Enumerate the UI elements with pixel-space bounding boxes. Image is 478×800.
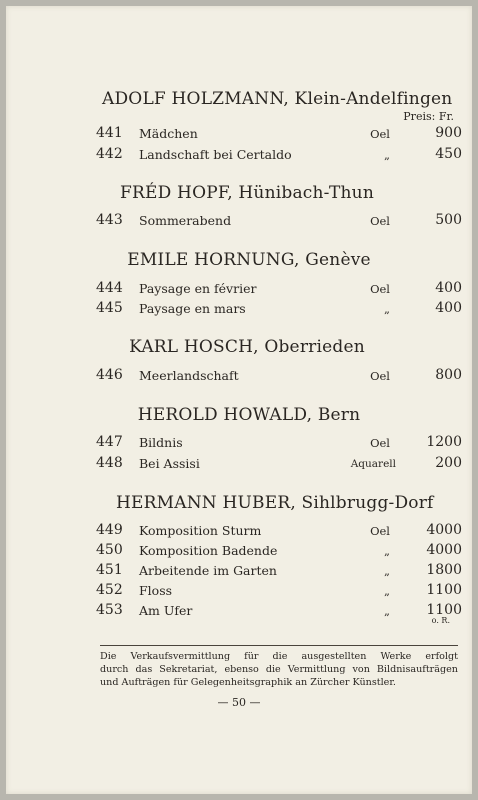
entry-number: 446 <box>96 367 123 383</box>
entry-price: 1100 <box>426 582 462 598</box>
entry-number: 452 <box>96 582 123 598</box>
entry-number: 442 <box>96 146 123 162</box>
entry-number: 443 <box>96 212 123 228</box>
entry-price: 1800 <box>426 562 462 578</box>
entry-title: Paysage en mars <box>139 301 246 316</box>
entry-number: 441 <box>96 125 123 141</box>
entry-number: 444 <box>96 280 123 296</box>
catalog-entry <box>96 602 462 620</box>
entry-price: 500 <box>435 212 462 228</box>
entry-technique: „ <box>384 604 390 618</box>
entry-technique: Oel <box>370 524 390 538</box>
price-column-label: Preis: Fr. <box>403 110 454 123</box>
entry-price: 1200 <box>426 434 462 450</box>
artist-heading: ADOLF HOLZMANN, Klein-Andelfingen <box>102 89 453 109</box>
entry-title: Landschaft bei Certaldo <box>139 147 292 162</box>
divider-rule <box>100 645 458 646</box>
entry-number: 451 <box>96 562 123 578</box>
entry-price: 200 <box>435 455 462 471</box>
catalog-entry <box>96 455 462 473</box>
entry-technique: „ <box>384 302 390 316</box>
entry-price: 4000 <box>426 522 462 538</box>
artist-heading: HERMANN HUBER, Sihlbrugg-Dorf <box>116 493 434 513</box>
entry-title: Floss <box>139 583 173 598</box>
entry-number: 447 <box>96 434 123 450</box>
entry-number: 445 <box>96 300 123 316</box>
entry-title: Am Ufer <box>139 603 193 618</box>
entry-title: Bildnis <box>139 435 183 450</box>
entry-number: 449 <box>96 522 123 538</box>
entry-price: 1100 <box>426 602 462 618</box>
entry-technique: Oel <box>370 127 390 141</box>
artist-heading: FRÉD HOPF, Hünibach-Thun <box>120 183 374 203</box>
notice-line: und Aufträgen für Gelegenheitsgraphik an Zürcher Künstler. <box>100 677 396 688</box>
entry-title: Mädchen <box>139 126 198 141</box>
catalog-entry <box>96 582 462 600</box>
entry-technique: „ <box>384 584 390 598</box>
entry-technique: Oel <box>370 214 390 228</box>
catalog-entry <box>96 562 462 580</box>
sales-notice <box>100 650 458 689</box>
entry-technique: Aquarell <box>350 458 396 470</box>
entry-title: Meerlandschaft <box>139 368 239 383</box>
entry-price: 800 <box>435 367 462 383</box>
entry-title: Arbeitende im Garten <box>139 563 277 578</box>
entry-technique: „ <box>384 564 390 578</box>
catalog-page <box>6 6 472 794</box>
artist-heading: KARL HOSCH, Oberrieden <box>129 337 365 357</box>
entry-price: 400 <box>435 280 462 296</box>
entry-technique: „ <box>384 148 390 162</box>
catalog-entry <box>96 280 462 298</box>
catalog-entry <box>96 542 462 560</box>
catalog-entry <box>96 212 462 230</box>
entry-title: Sommerabend <box>139 213 232 228</box>
entry-title: Komposition Sturm <box>139 523 262 538</box>
catalog-entry <box>96 125 462 143</box>
entry-price: 4000 <box>426 542 462 558</box>
entry-number: 450 <box>96 542 123 558</box>
entry-title: Paysage en février <box>139 281 257 296</box>
entry-title: Bei Assisi <box>139 456 200 471</box>
notice-line: Die Verkaufsvermittlung für die ausgestellten Werke erfolgt <box>100 651 458 662</box>
entry-price: 450 <box>435 146 462 162</box>
catalog-entry <box>96 522 462 540</box>
page-number: — 50 — <box>217 696 261 709</box>
catalog-entry <box>96 367 462 385</box>
artist-heading: HEROLD HOWALD, Bern <box>137 405 361 425</box>
artist-heading: EMILE HORNUNG, Genève <box>127 250 371 270</box>
notice-line: durch das Sekretariat, ebenso die Vermittlung von Bildnisaufträgen <box>100 664 458 675</box>
catalog-entry <box>96 300 462 318</box>
entry-price: 400 <box>435 300 462 316</box>
entry-number: 448 <box>96 455 123 471</box>
entry-technique: Oel <box>370 282 390 296</box>
entry-title: Komposition Badende <box>139 543 278 558</box>
catalog-entry <box>96 146 462 164</box>
entry-technique: „ <box>384 544 390 558</box>
footnote-mark: o. R. <box>431 616 450 625</box>
catalog-entry <box>96 434 462 452</box>
entry-number: 453 <box>96 602 123 618</box>
entry-technique: Oel <box>370 436 390 450</box>
entry-price: 900 <box>435 125 462 141</box>
entry-technique: Oel <box>370 369 390 383</box>
